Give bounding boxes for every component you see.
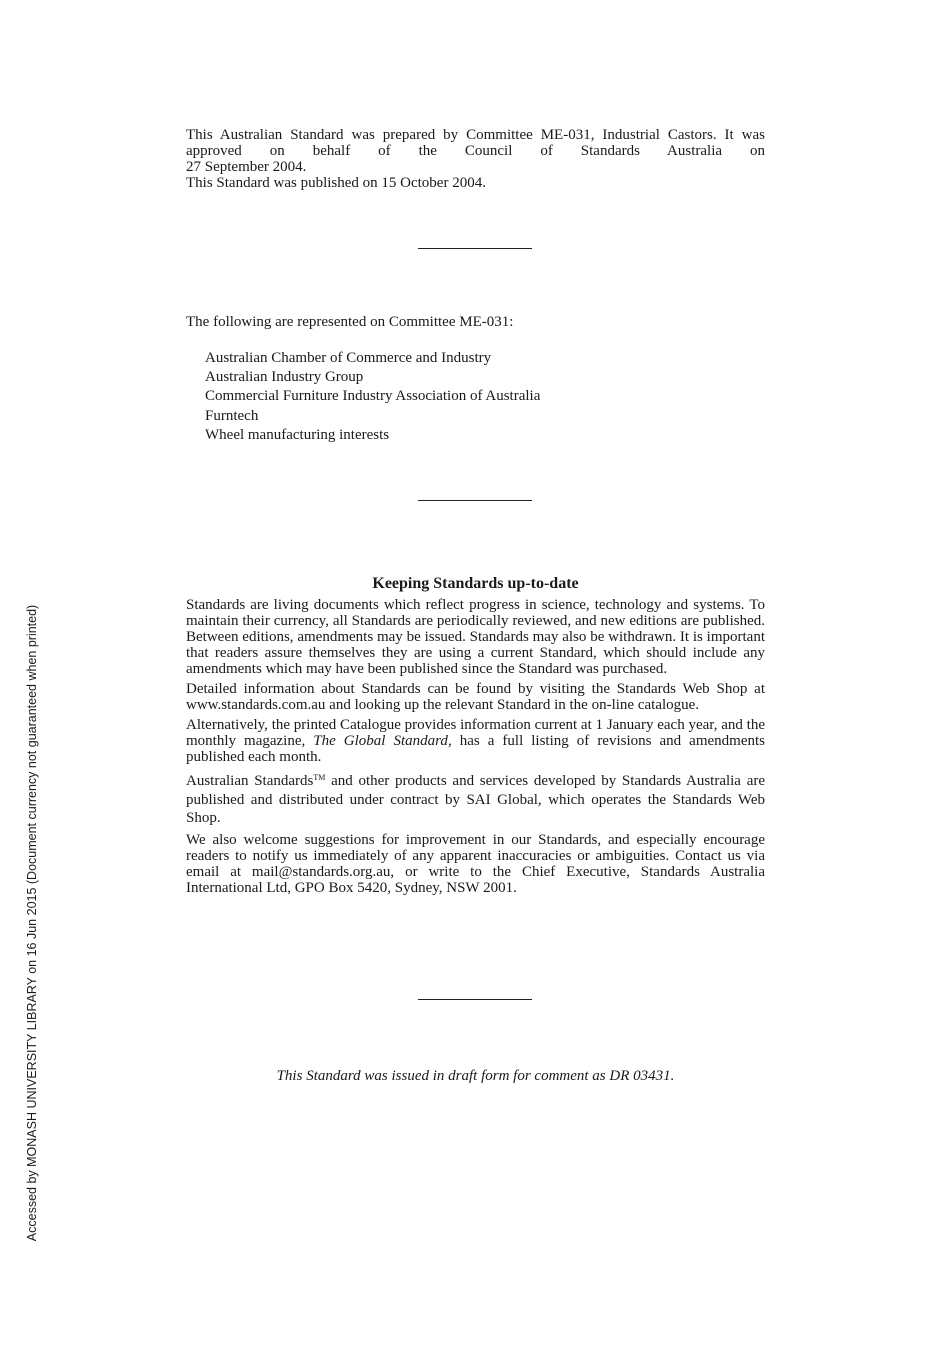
divider-rule-2 — [418, 500, 532, 501]
draft-note: This Standard was issued in draft form for comment as DR 03431. — [276, 1068, 675, 1084]
committee-member: Wheel manufacturing interests — [205, 426, 390, 443]
paragraph-catalogue-text-end: , has a full listing of revisions and amendments published each month. — [186, 733, 765, 765]
global-standard-title: The Global Standard — [313, 733, 448, 749]
committee-member: Commercial Furniture Industry Association of Australia — [205, 388, 541, 405]
preparation-line-1: This Australian Standard was prepared by Committee ME-031, Industrial Castors. It was approved on behalf of the Council of Standards Australia on — [186, 127, 765, 159]
paragraph-catalogue-text: Alternatively, the printed Catalogue provides information current at 1 January each year, and the monthly magazine, — [186, 717, 765, 749]
preparation-line-3: This Standard was published on 15 October 2004. — [186, 175, 486, 191]
committee-member-list — [205, 349, 540, 445]
committee-member: Australian Industry Group — [205, 369, 364, 386]
preparation-block — [186, 127, 765, 191]
paragraph-suggestions: We also welcome suggestions for improvement in our Standards, and especially encourage readers to notify us immediately of any apparent inaccuracies or ambiguities. Contact us via email at mail@standards.org.au, or write to the Chief Executive, Standards Australia International Ltd, GPO Box 5420, Sydney, NSW 2001. — [186, 831, 765, 896]
section-heading: Keeping Standards up-to-date — [372, 575, 579, 592]
paragraph-web-shop: Detailed information about Standards can be found by visiting the Standards Web Shop at www.standards.com.au and looking up the relevant Standard in the on-line catalogue. — [186, 681, 765, 713]
paragraph-sai-global-text: Australian Standards — [186, 773, 314, 789]
committee-member: Australian Chamber of Commerce and Industry — [205, 350, 492, 366]
committee-intro: The following are represented on Committee ME-031: — [186, 314, 514, 330]
divider-rule-3 — [418, 999, 532, 1000]
paragraph-sai-global-text-end: and other products and services developed by Standards Australia are published and distributed under contract by SAI Global, which operates the Standards Web Shop. — [186, 773, 766, 826]
committee-member: Furntech — [205, 407, 259, 424]
paragraph-sai-global — [186, 769, 765, 828]
divider-rule-1 — [418, 248, 532, 249]
paragraph-catalogue — [186, 717, 765, 765]
trademark-mark: TM — [313, 773, 326, 782]
access-watermark-text: Accessed by MONASH UNIVERSITY LIBRARY on 16 Jun 2015 (Document currency not guaranteed when printed) — [25, 604, 39, 1242]
paragraph-living-documents: Standards are living documents which reflect progress in science, technology and systems. To maintain their currency, all Standards are periodically reviewed, and new editions are published. Between editions, amendments may be issued. Standards may also be withdrawn. It is important that readers assure themselves they are using a current Standard, which should include any amendments which may have been published since the Standard was purchased. — [186, 597, 765, 677]
keeping-standards-body — [186, 597, 765, 900]
preparation-line-2: 27 September 2004. — [186, 159, 307, 175]
